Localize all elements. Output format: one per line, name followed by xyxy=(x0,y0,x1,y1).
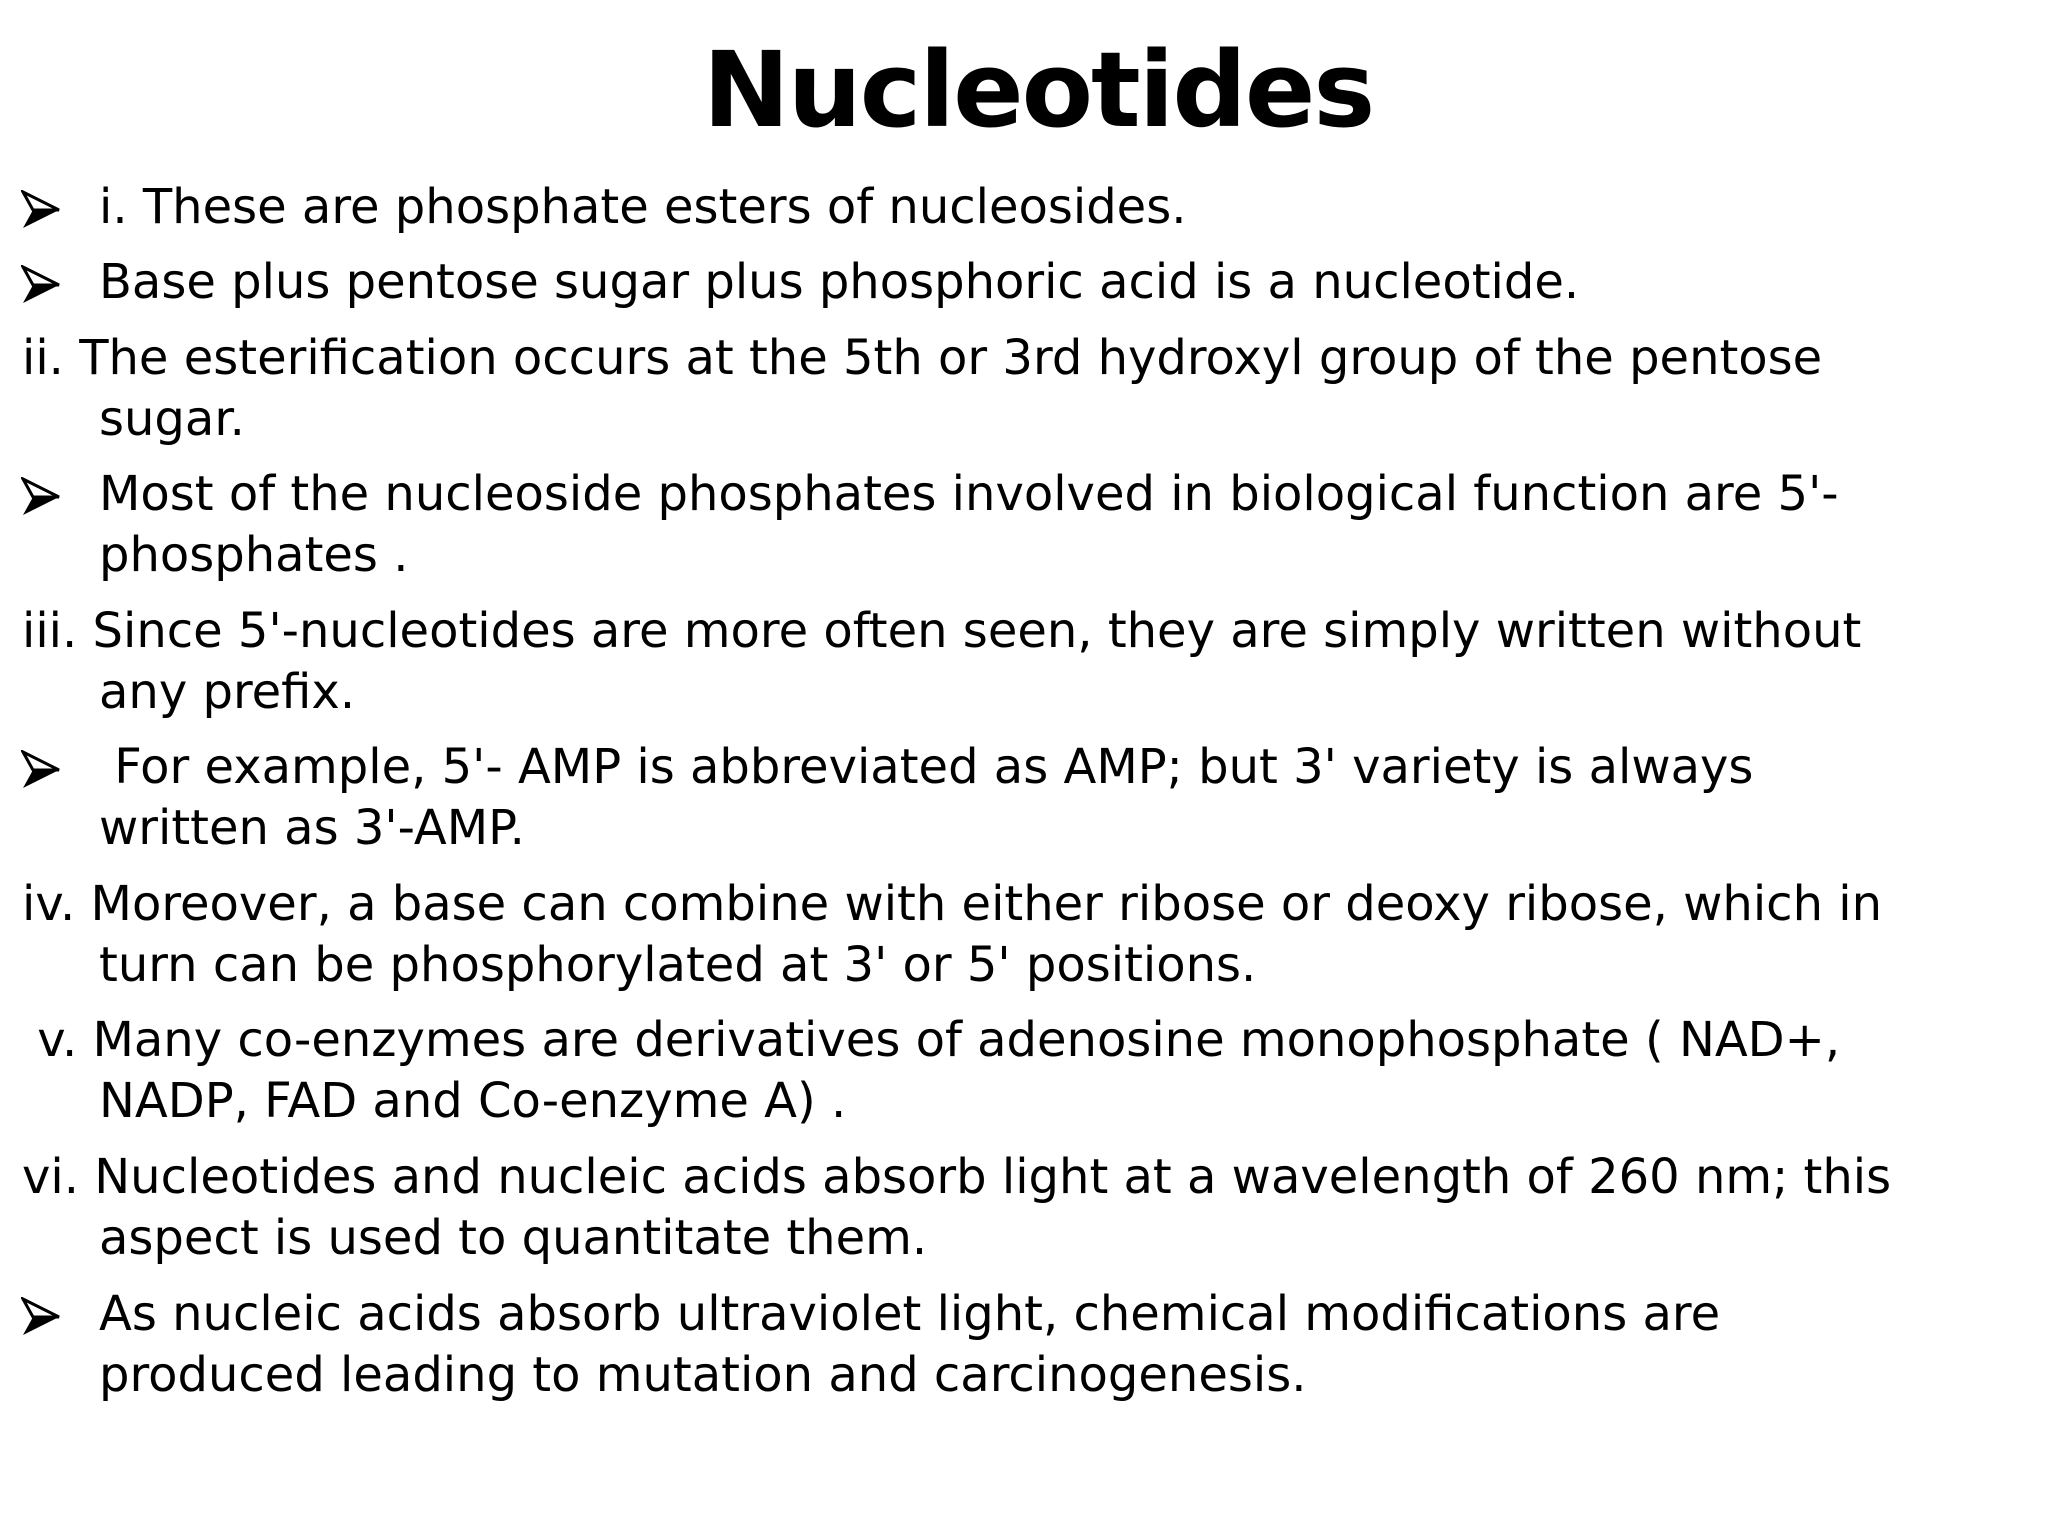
item-text: As nucleic acids absorb ultraviolet light, chemical modifications are xyxy=(99,1286,1721,1342)
item-line-continued: produced leading to mutation and carcinogenesis. xyxy=(99,1347,1307,1403)
item-text: For example, 5'- AMP is abbreviated as AMP; but 3' variety is always xyxy=(99,739,1754,795)
list-item xyxy=(0,1147,2030,1269)
arrow-bullet-icon xyxy=(21,477,61,517)
item-line-continued: written as 3'-AMP. xyxy=(99,800,525,856)
item-line-continued: aspect is used to quantitate them. xyxy=(99,1210,928,1266)
item-line-continued: phosphates . xyxy=(99,527,409,583)
item-line-continued: turn can be phosphorylated at 3' or 5' positions. xyxy=(99,937,1257,993)
item-text: i. These are phosphate esters of nucleosides. xyxy=(99,179,1187,235)
list-item xyxy=(0,737,2030,859)
item-line xyxy=(0,737,2030,798)
item-line-continued: NADP, FAD and Co-enzyme A) . xyxy=(99,1073,847,1129)
list-item xyxy=(0,464,2030,586)
item-line: iv. Moreover, a base can combine with either ribose or deoxy ribose, which in xyxy=(22,876,1882,932)
arrow-bullet-icon xyxy=(21,190,61,230)
item-line-continued: sugar. xyxy=(99,391,245,447)
slide-title: Nucleotides xyxy=(702,29,1374,151)
list-item xyxy=(0,874,2030,996)
list-item xyxy=(0,252,2030,313)
item-line-continued: any prefix. xyxy=(99,664,356,720)
list-item xyxy=(0,328,2030,450)
item-line xyxy=(0,177,2030,238)
arrow-bullet-icon xyxy=(21,265,61,305)
item-line: v. Many co-enzymes are derivatives of adenosine monophosphate ( NAD+, xyxy=(22,1012,1841,1068)
arrow-bullet-icon xyxy=(21,1297,61,1337)
item-line: vi. Nucleotides and nucleic acids absorb light at a wavelength of 260 nm; this xyxy=(22,1149,1892,1205)
item-text: Most of the nucleoside phosphates involved in biological function are 5'- xyxy=(99,466,1839,522)
item-line: ii. The esterification occurs at the 5th or 3rd hydroxyl group of the pentose xyxy=(22,330,1823,386)
item-line xyxy=(0,252,2030,313)
arrow-bullet-icon xyxy=(21,750,61,790)
item-line xyxy=(0,464,2030,525)
list-item xyxy=(0,177,2030,238)
list-item xyxy=(0,1010,2030,1132)
item-line: iii. Since 5'-nucleotides are more often seen, they are simply written without xyxy=(22,603,1862,659)
list-item xyxy=(0,1284,2030,1406)
item-line xyxy=(0,1284,2030,1345)
list-item xyxy=(0,601,2030,723)
item-text: Base plus pentose sugar plus phosphoric acid is a nucleotide. xyxy=(99,254,1580,310)
